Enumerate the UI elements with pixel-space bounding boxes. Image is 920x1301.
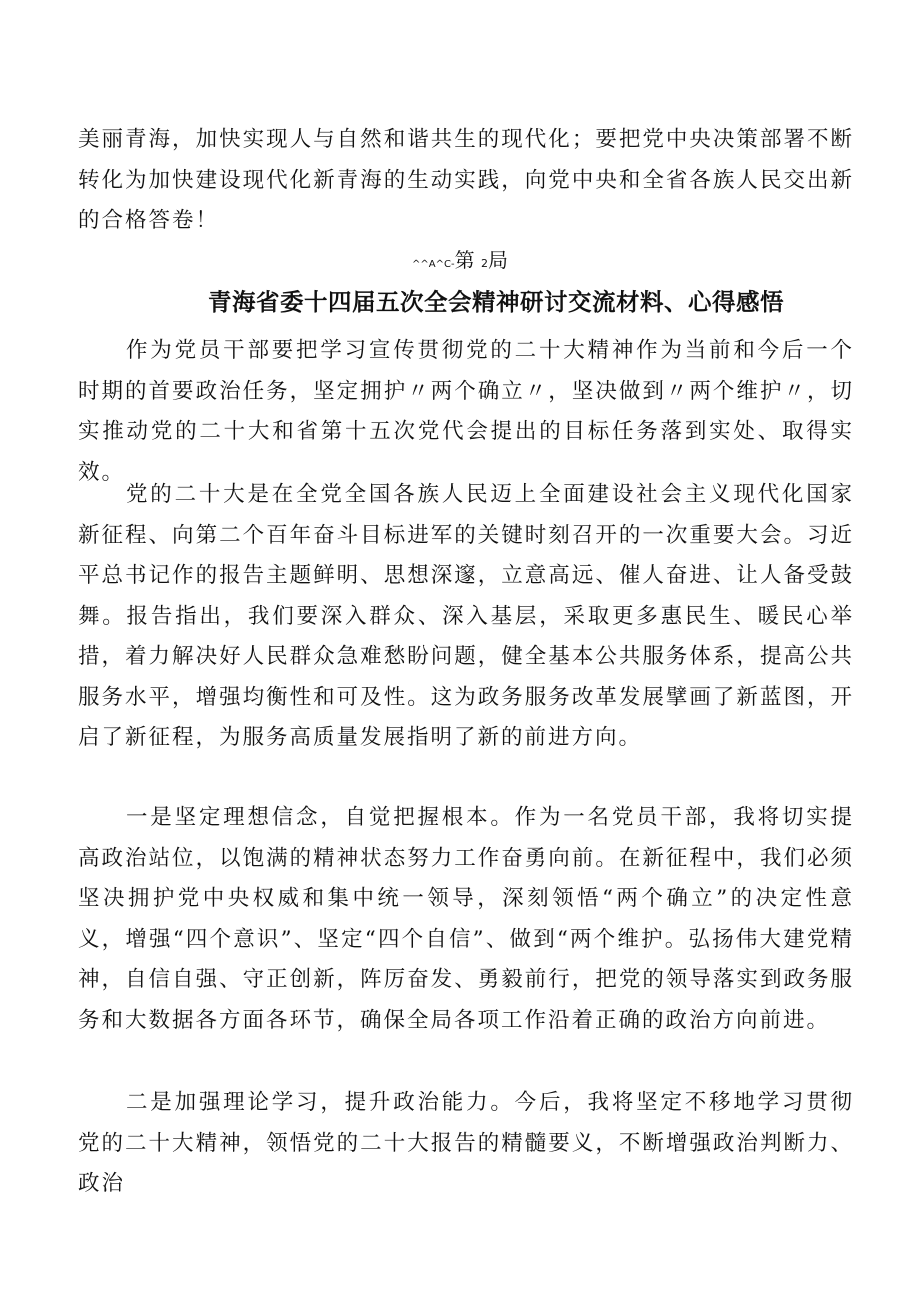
paragraph-point-one: 一是坚定理想信念，自觉把握根本。作为一名党员干部，我将切实提高政治站位，以饱满的精神状态努力工作奋勇向前。在新征程中，我们必须坚决拥护党中央权威和集中统一领导，深刻领悟“两个确立”的决定性意义，增强“四个意识”、坚定“四个自信”、做到“两个维护。弘扬伟大建党精神，自信自强、守正创新，阵厉奋发、勇毅前行，把党的领导落实到政务服务和大数据各方面各环节，确保全局各项工作沿着正确的政治方向前进。 bbox=[78, 805, 854, 1033]
section-label-text-2: 局 bbox=[487, 248, 508, 272]
section-label-garbled-prefix: ^^A^C- bbox=[412, 259, 455, 270]
paragraph-congress: 党的二十大是在全党全国各族人民迈上全面建设社会主义现代化国家新征程、向第二个百年奋斗目标进军的关键时刻召开的一次重要大会。习近平总书记作的报告主题鲜明、思想深邃，立意高远、催人奋进、让人备受鼓舞。报告指出，我们要深入群众、深入基层，采取更多惠民生、暖民心举措，着力解决好人民群众急难愁盼问题，健全基本公共服务体系，提高公共服务水平，增强均衡性和可及性。这为政务服务改革发展擘画了新蓝图，开启了新征程，为服务高质量发展指明了新的前进方向。 bbox=[78, 482, 854, 750]
document-title: 青海省委十四届五次全会精神研讨交流材料、心得感悟 bbox=[208, 288, 784, 316]
section-label bbox=[0, 246, 920, 279]
paragraph-continuation: 美丽青海，加快实现人与自然和谐共生的现代化；要把党中央决策部署不断转化为加快建设现代化新青海的生动实践，向党中央和全省各族人民交出新的合格答卷！ bbox=[78, 127, 854, 233]
paragraph-intro: 作为党员干部要把学习宣传贯彻党的二十大精神作为当前和今后一个时期的首要政治任务，坚定拥护〃两个确立〃，坚决做到〃两个维护〃，切实推动党的二十大和省第十五次党代会提出的目标任务落到实处、取得实效。 bbox=[78, 338, 854, 485]
paragraph-point-two: 二是加强理论学习，提升政治能力。今后，我将坚定不移地学习贯彻党的二十大精神，领悟党的二十大报告的精髓要义，不断增强政治判断力、政治 bbox=[78, 1090, 854, 1196]
section-label-number: 2 bbox=[480, 257, 488, 270]
section-label-text-1: 第 bbox=[454, 248, 475, 272]
